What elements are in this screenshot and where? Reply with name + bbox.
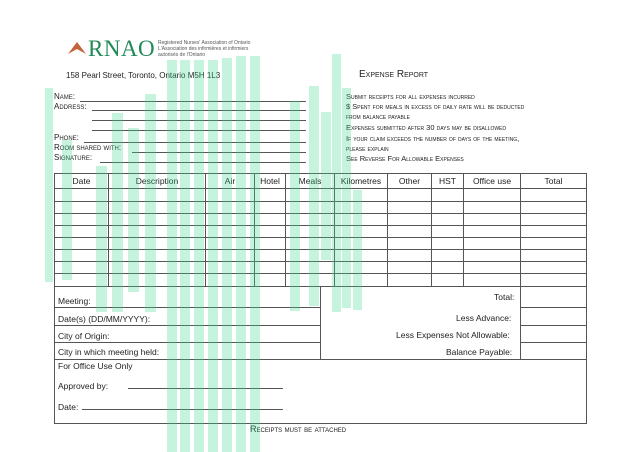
logo-wordmark: RNAO	[88, 36, 156, 61]
note-1: Submit receipts for all expenses incurred	[346, 92, 475, 101]
highlight-bar	[353, 190, 362, 310]
total-label: Total:	[494, 292, 515, 302]
highlight-bar	[62, 140, 72, 280]
col-divider	[285, 173, 286, 287]
col-divider	[108, 173, 109, 287]
room-shared-label: Room shared with:	[54, 143, 122, 152]
less-not-allowable-label: Less Expenses Not Allowable:	[396, 330, 510, 340]
highlight-bar	[112, 113, 123, 312]
summary-line	[520, 325, 586, 326]
highlight-bar	[250, 56, 260, 452]
logo-caption-line-2: L'Association des infirmières et infirmiers	[158, 46, 249, 52]
col-header-meals: Meals	[298, 176, 322, 186]
col-header-hotel: Hotel	[260, 176, 280, 186]
highlight-bar	[321, 112, 331, 260]
highlight-bar	[290, 101, 300, 311]
summary-line	[520, 307, 586, 308]
highlight-bar	[45, 88, 53, 282]
table-right-border	[586, 173, 587, 424]
highlight-bar	[208, 60, 218, 452]
col-header-other: Other	[398, 176, 421, 186]
highlight-bar	[167, 60, 177, 452]
col-divider	[387, 173, 388, 287]
highlight-bar	[194, 60, 204, 452]
office-date-label: Date:	[58, 402, 79, 412]
highlight-bar	[180, 60, 190, 452]
note-5: If your claim exceeds the number of days of the meeting,	[346, 134, 520, 143]
logo-caption-line-1: Registered Nurses' Association of Ontario	[158, 40, 251, 46]
table-left-border	[54, 173, 55, 424]
highlight-bar	[222, 58, 232, 452]
summary-divider	[320, 286, 321, 360]
phone-label: Phone:	[54, 133, 79, 142]
highlight-bar	[332, 54, 341, 312]
col-divider	[431, 173, 432, 287]
dates-label: Date(s) (DD/MM/YYYY):	[58, 314, 151, 324]
col-header-total: Total	[544, 176, 563, 186]
col-header-air: Air	[224, 176, 236, 186]
name-label: Name:	[54, 92, 76, 101]
highlight-bar	[128, 128, 139, 292]
col-header-kilometres: Kilometres	[340, 176, 382, 186]
note-3: from balance payable	[346, 112, 410, 121]
highlight-bar	[309, 86, 319, 306]
meeting-label: Meeting:	[58, 296, 91, 306]
room-shared-field[interactable]	[132, 152, 306, 153]
note-6: please explain	[346, 144, 389, 153]
col-header-description: Description	[135, 176, 179, 186]
city-origin-label: City of Origin:	[58, 331, 110, 341]
summary-line	[54, 359, 587, 360]
signature-label: Signature:	[54, 153, 93, 162]
col-header-date: Date	[72, 176, 91, 186]
city-meeting-label: City in which meeting held:	[58, 347, 160, 357]
name-field[interactable]	[80, 101, 306, 102]
receipts-note: Receipts must be attached	[250, 424, 347, 434]
col-divider	[463, 173, 464, 287]
highlight-bar	[96, 166, 107, 312]
note-7: See Reverse For Allowable Expenses	[346, 154, 464, 163]
org-address: 158 Pearl Street, Toronto, Ontario M5H 1L3	[66, 71, 221, 80]
address-label: Address:	[54, 102, 87, 111]
note-4: Expenses submitted after 30 days may be disallowed	[346, 123, 506, 132]
logo-caption-line-3: autorisés de l'Ontario	[158, 52, 206, 58]
summary-line	[520, 342, 586, 343]
less-advance-label: Less Advance:	[456, 313, 512, 323]
highlight-bar	[342, 88, 351, 308]
office-use-heading: For Office Use Only	[58, 361, 133, 371]
col-header-hst: HST	[439, 176, 456, 186]
col-divider	[205, 173, 206, 287]
highlight-bar	[236, 56, 246, 452]
logo-mark-icon	[66, 40, 88, 56]
col-header-office-use: Office use	[472, 176, 512, 186]
approved-by-label: Approved by:	[58, 381, 109, 391]
note-2: $ Spent for meals in excess of daily rate will be deducted	[346, 102, 525, 111]
balance-payable-label: Balance Payable:	[446, 347, 513, 357]
page-title: Expense Report	[359, 69, 429, 80]
highlight-bar	[145, 94, 156, 312]
